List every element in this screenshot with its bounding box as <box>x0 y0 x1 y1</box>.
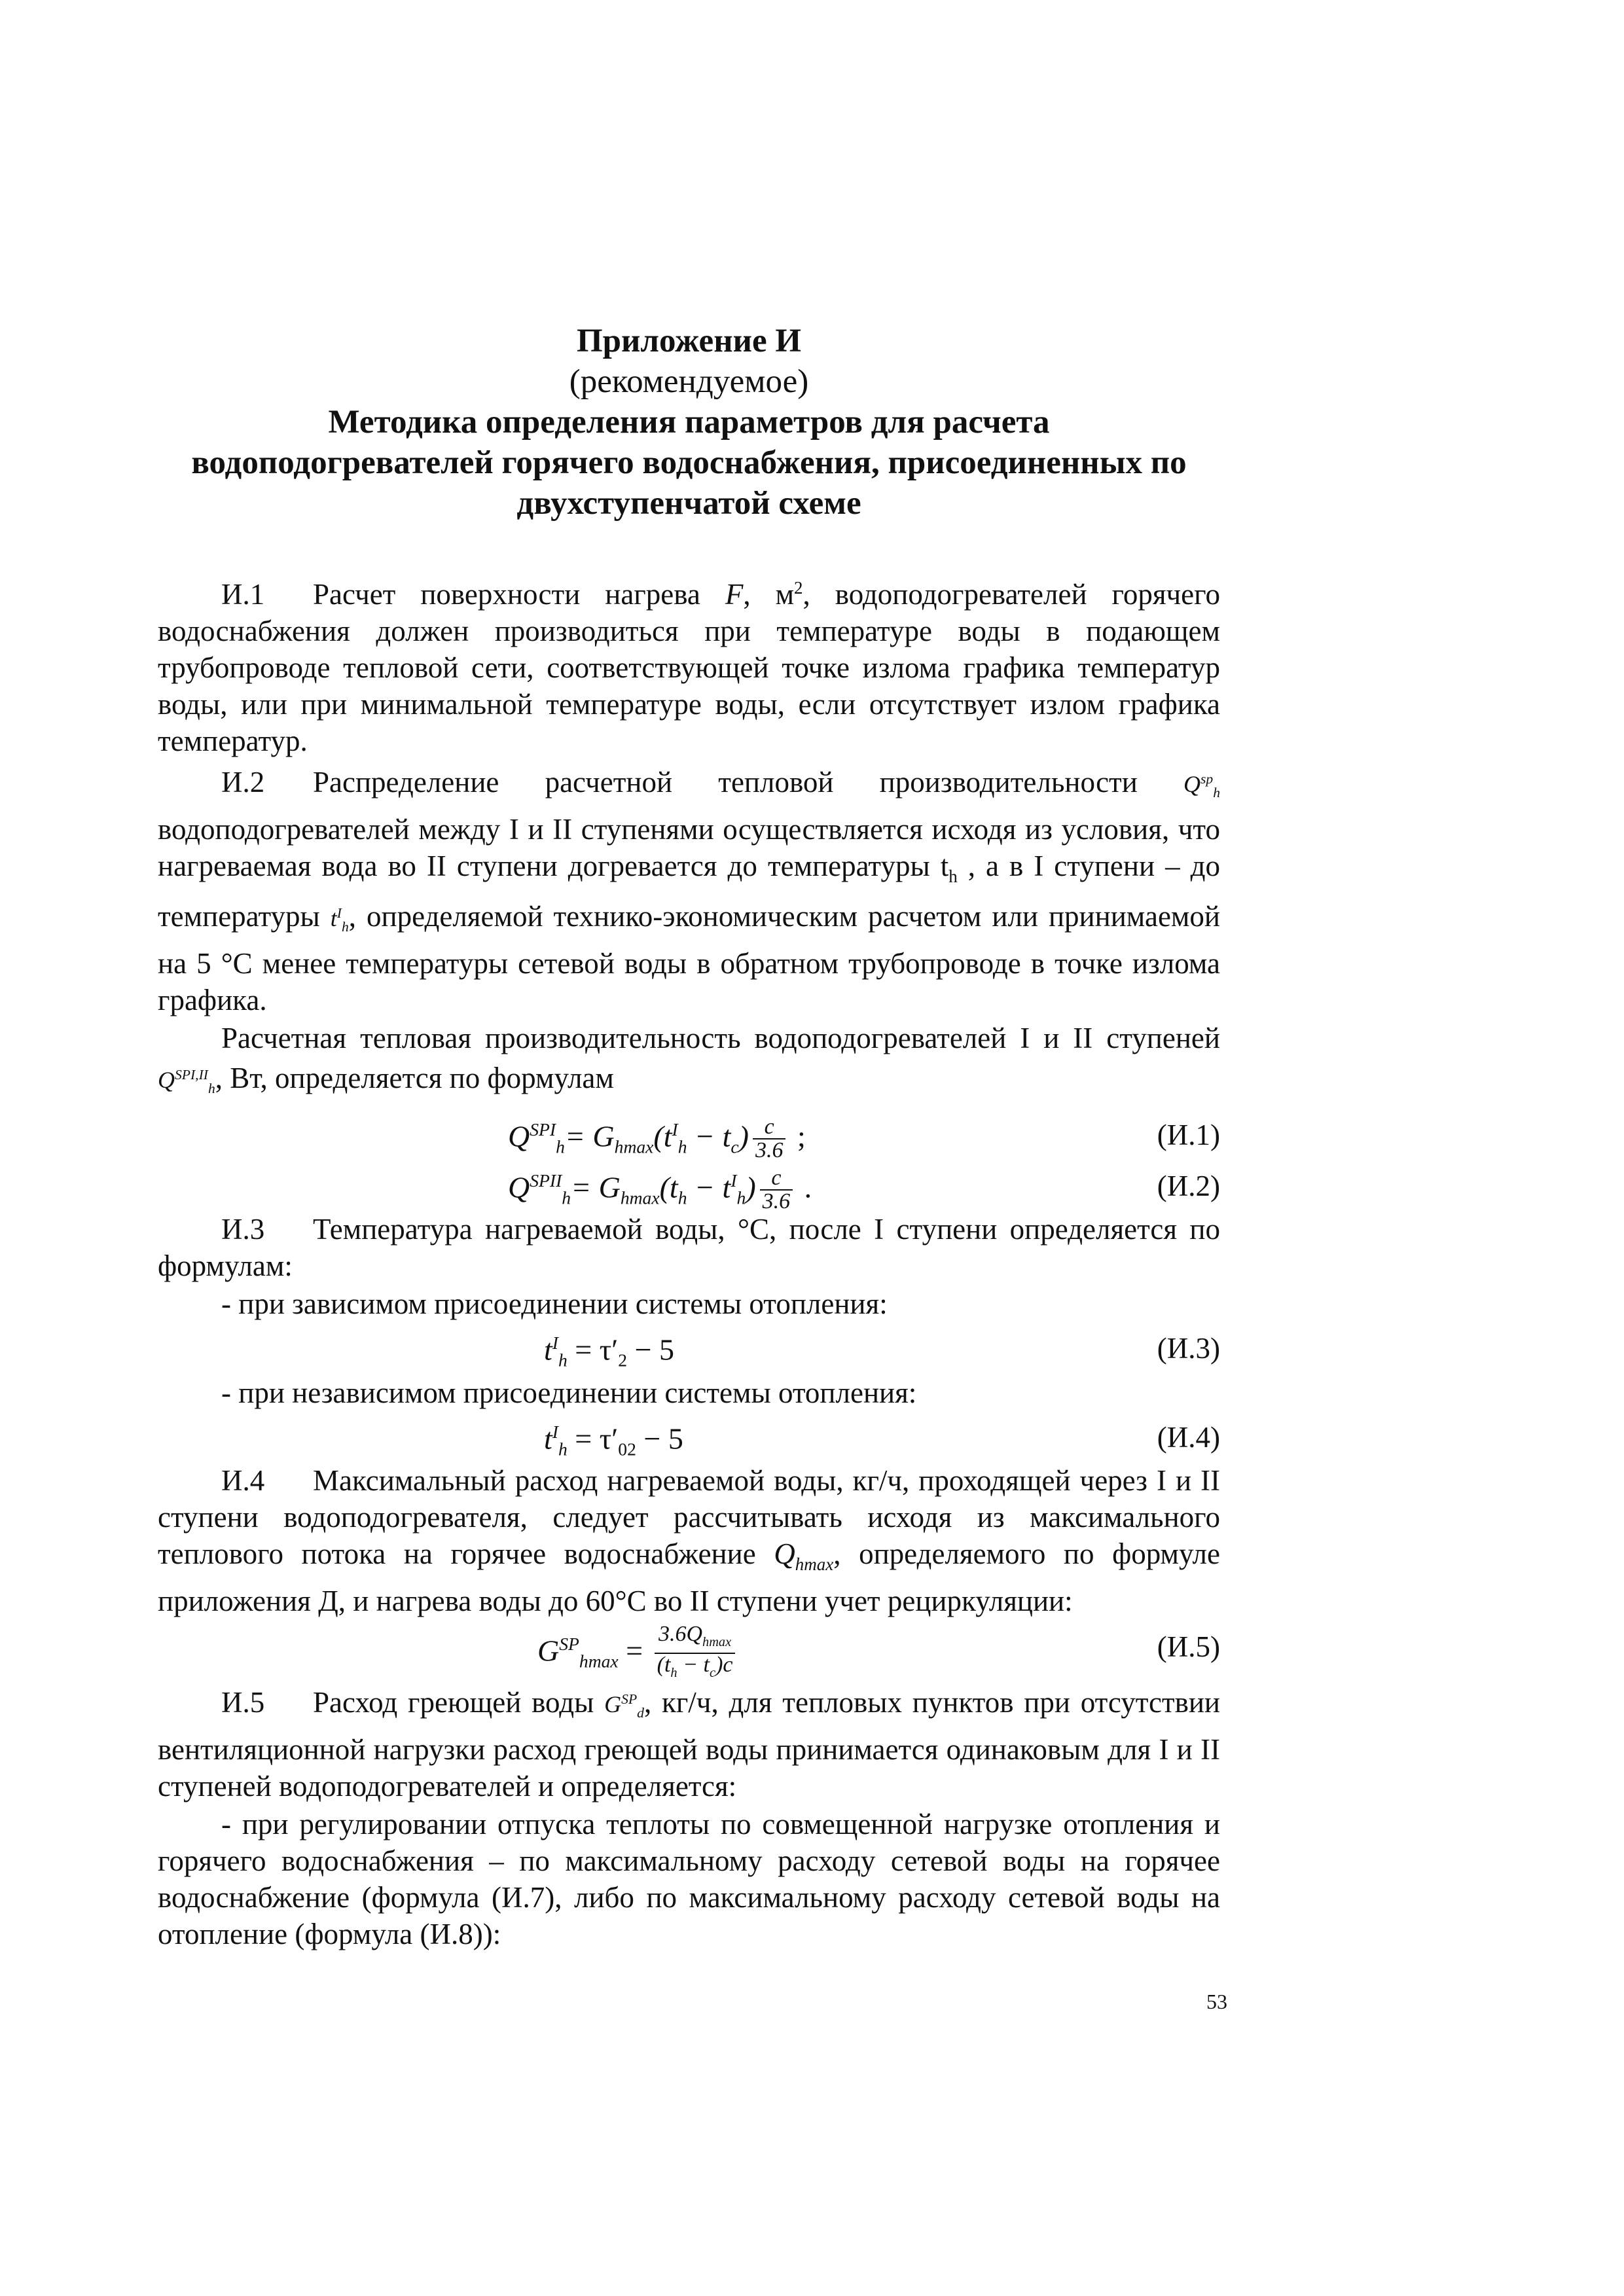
text: , определяемого по формуле приложения Д, и нагрева воды до 60°С во II ступени учет рециркуляции: <box>158 1537 1220 1617</box>
text: Максимальный расход нагреваемой воды, кг/ч, проходящей через I и II ступени водоподогревателя, следует рассчитывать исходя из максимального теплового потока на горячее водоснабжение <box>158 1463 1220 1570</box>
method-title-line1: Методика определения параметров для расчета <box>328 404 1050 440</box>
text: , м <box>743 578 795 611</box>
method-title-line2: водоподогревателей горячего водоснабжения, присоединенных по <box>191 444 1187 481</box>
method-title-line3: двухступенчатой схеме <box>516 485 861 522</box>
document-page <box>158 321 1220 1952</box>
formula: $G^{SP}_{hmax}$ = $\frac{3.6Q_{hmax}}{(t_h - t_c)c}$ <box>537 1623 739 1685</box>
equation-number: (И.5) <box>1157 1630 1220 1663</box>
clause-number: И.4 <box>221 1463 265 1497</box>
list-item-independent: - при независимом присоединении системы отопления: <box>221 1376 917 1409</box>
appendix-title: Приложение И <box>576 323 802 359</box>
subscript: h <box>948 867 958 887</box>
list-item-combined-load: - при регулировании отпуска теплоты по совмещенной нагрузке отопления и горячего водоснабжения – по максимальному расходу сетевой воды на горячее водоснабжение (формула (И.7), либо по максимальному расходу сетевой воды на отопление (формула (И.8)): <box>158 1807 1220 1950</box>
page-number: 53 <box>1206 1990 1227 2013</box>
appendix-heading <box>158 321 1220 524</box>
equation-number: (И.2) <box>1157 1169 1220 1202</box>
equation-i4 <box>158 1411 1220 1462</box>
text: , Вт, определяется по формулам <box>215 1062 614 1095</box>
list-item-dependent: - при зависимом присоединении системы отопления: <box>221 1287 888 1320</box>
equation-i5 <box>158 1621 1220 1681</box>
symbol-q-spi-ii: $Q^{SPI,II}_h$ <box>158 1067 215 1097</box>
paragraph-i1 <box>158 569 1220 759</box>
text: , водоподогревателей горячего водоснабжения должен производиться при температуре воды в подающем трубопроводе тепловой сети, соответствующей точке излома графика температур воды, или при минимальной температуре воды, если отсутствует излом графика температур. <box>158 578 1220 757</box>
text: , определяемой технико-экономическим расчетом или принимаемой на 5 °С менее температуры сетевой воды в обратном трубопроводе в точке излома графика. <box>158 900 1220 1017</box>
equation-i2 <box>158 1160 1220 1214</box>
formula: $t^I_h = \tau'_2 - 5$ <box>544 1332 675 1371</box>
symbol-g-sp-d: $G^{SP}_d$ <box>604 1691 644 1721</box>
text: водоподогревателей между I и II ступенями осуществляется исходя из условия, что нагреваемая вода во II ступени догревается до температуры t <box>158 813 1220 883</box>
text: Распределение расчетной тепловой производительности <box>313 766 1183 798</box>
document-body <box>158 569 1220 1952</box>
formula: $Q^{SPII}_h= G_{hmax}(t_h - t^I_h)$ $\frac{c}{3.6}$ . <box>508 1166 812 1214</box>
superscript: 2 <box>794 578 803 598</box>
paragraph-i3 <box>158 1211 1220 1284</box>
clause-number: И.5 <box>221 1685 265 1719</box>
clause-number: И.2 <box>221 766 265 798</box>
formula: $Q^{SPI}_h= G_{hmax}(t^I_h - t_c)$ $\frac{c}{3.6}$ ; <box>508 1115 806 1163</box>
paragraph-i5 <box>158 1681 1220 1804</box>
text: Температура нагреваемой воды, °С, после I ступени определяется по формулам: <box>158 1212 1220 1282</box>
equation-number: (И.3) <box>1157 1331 1220 1365</box>
equation-i1 <box>158 1109 1220 1163</box>
equation-number: (И.1) <box>1157 1118 1220 1151</box>
variable-f: F <box>725 578 744 611</box>
symbol-q-hmax: $Q_{hmax}$ <box>774 1537 834 1574</box>
clause-number: И.3 <box>221 1212 265 1246</box>
clause-number: И.1 <box>221 578 265 611</box>
equation-i3 <box>158 1322 1220 1373</box>
paragraph-i2 <box>158 761 1220 1018</box>
formula: $t^I_h = \tau'_{02} - 5$ <box>544 1421 683 1460</box>
appendix-status: (рекомендуемое) <box>569 363 809 400</box>
text: Расчет поверхности нагрева <box>313 578 725 611</box>
text: Расчетная тепловая производительность водоподогревателей I и II ступеней <box>221 1022 1220 1055</box>
text: Расход греющей воды <box>313 1685 605 1719</box>
symbol-q-sp-h: $Q^{sp}_h$ <box>1183 771 1220 801</box>
symbol-t-i-h: $t^I_h$ <box>330 905 349 935</box>
equation-number: (И.4) <box>1157 1420 1220 1454</box>
text: , а в I ступени – до температуры <box>158 850 1220 933</box>
paragraph-capacity <box>158 1020 1220 1107</box>
text: , кг/ч, для тепловых пунктов при отсутствии вентиляционной нагрузки расход греющей воды принимается одинаковым для I и II ступеней водоподогревателей и определяется: <box>158 1685 1220 1803</box>
paragraph-i4 <box>158 1462 1220 1619</box>
